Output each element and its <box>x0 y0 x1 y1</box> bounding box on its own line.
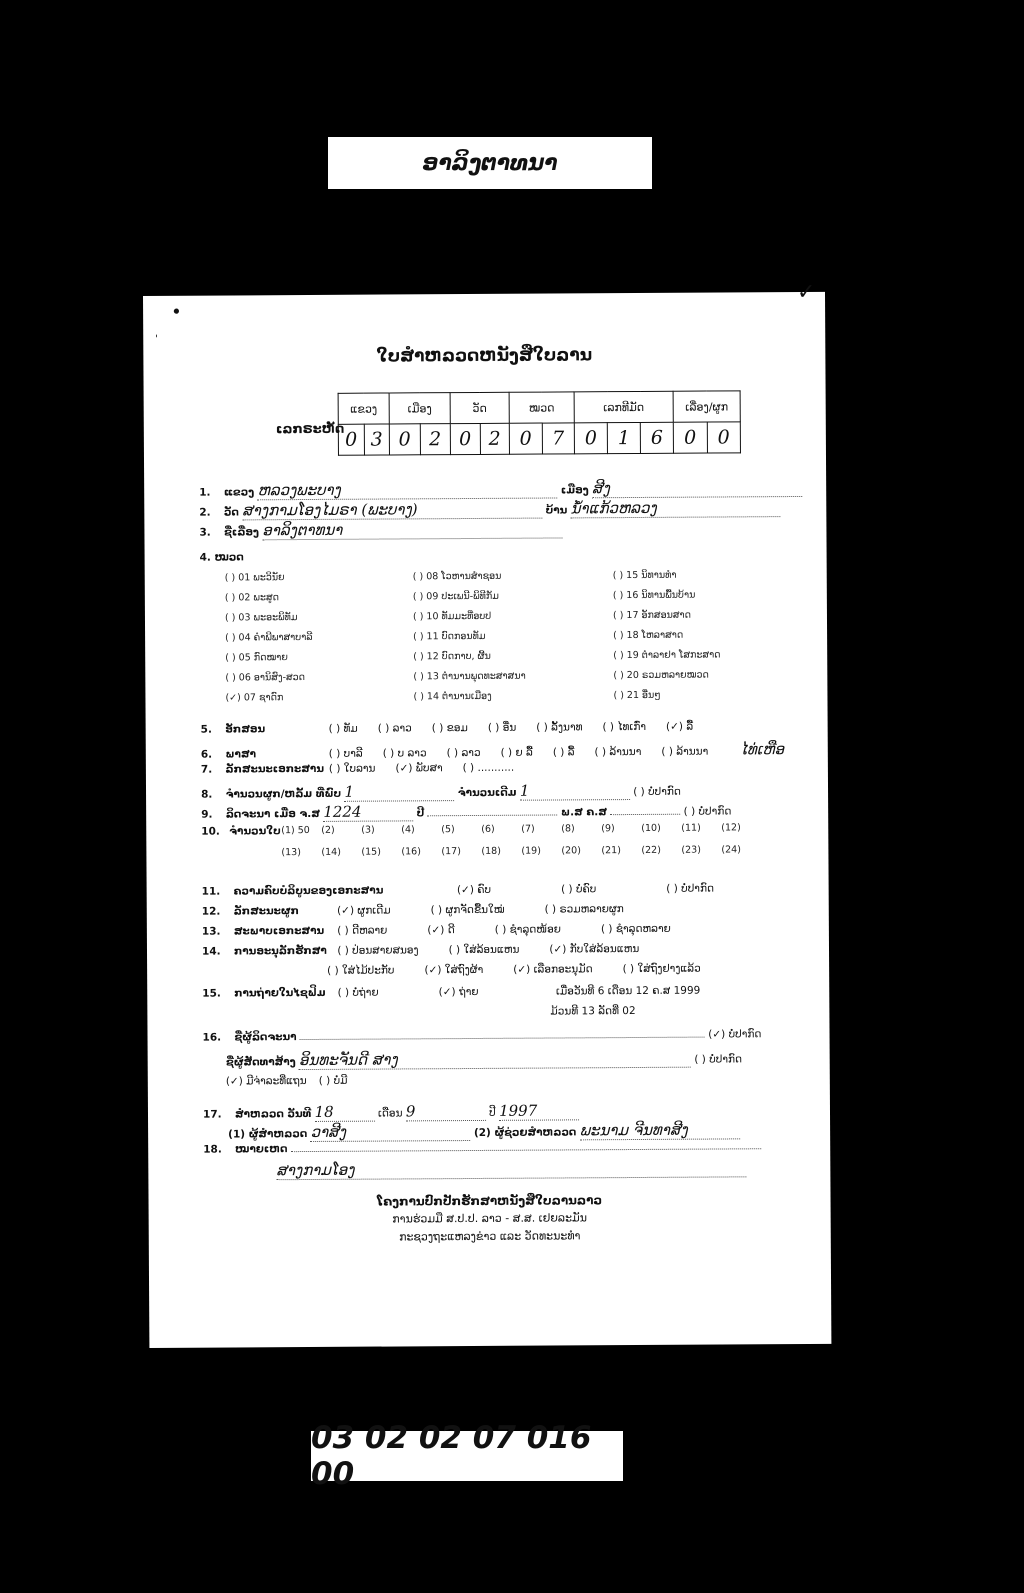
registration-label: ເລກຣະຫັດ <box>275 421 345 438</box>
leaf-count-cell: (16) <box>401 846 421 858</box>
field-label: ປີ <box>416 807 425 820</box>
option-item: ( ) ບ ລາວ <box>382 747 427 760</box>
field-label: ການຖ່າຍໃນໄຊຟິມ <box>234 986 326 1000</box>
checkmark: ✓ <box>796 279 816 306</box>
field-title-row <box>199 519 562 540</box>
field-number: 15. <box>202 987 221 1000</box>
option-item: ( ) ບາລີ <box>328 747 363 760</box>
field-surveyors-row <box>228 1120 740 1142</box>
option-item: ( ) ບໍ່ຄົບ <box>561 883 597 896</box>
category-option: ( ) 20 ຣວມຫລາຍໝວດ <box>613 669 709 682</box>
field-unknown: ( ) ບໍ່ປາກົດ <box>694 1053 743 1066</box>
field-value: 1224 <box>323 802 413 822</box>
field-doctype-row <box>201 762 534 776</box>
document-title-label: ອາລິງຕາທນາ <box>328 137 652 189</box>
field-number: 12. <box>201 905 221 918</box>
option-item: ( ) ລ້ານນາ <box>661 745 709 758</box>
leaf-count-cell: (17) <box>441 846 461 858</box>
option-item: ( ) ໃສ່ລ້ອນແຫນ <box>448 943 520 957</box>
field-value: ຫລວງພະບາງ <box>257 479 557 500</box>
category-option: ( ) 09 ປະເພນີ-ພິທີກັມ <box>412 590 499 603</box>
leaf-count-cell: (13) <box>281 847 301 859</box>
field-number: 6. <box>200 748 213 761</box>
reg-digit: 3 <box>364 424 390 455</box>
field-value: 1 <box>520 781 630 801</box>
category-option: ( ) 17 ອັກສອນສາດ <box>612 609 692 622</box>
reg-digit: 0 <box>389 424 420 455</box>
leaf-count-cell: (4) <box>401 824 415 836</box>
remarks-value-row <box>276 1158 746 1180</box>
field-number: 7. <box>200 763 213 776</box>
field-author-row <box>202 1028 761 1043</box>
field-label: ລັກສະນະຜູກ <box>233 905 299 918</box>
field-number: 14. <box>201 945 221 958</box>
ink-speck: • <box>171 301 182 323</box>
category-option: ( ) 11 ບົດກອນທັມ <box>413 630 486 643</box>
field-number: 13. <box>201 925 221 938</box>
field-sponsor-row <box>203 1048 743 1070</box>
option-item: (✓) ດີ <box>427 924 455 937</box>
option-item: ( ) ........... <box>462 761 515 775</box>
field-number: 3. <box>199 526 211 539</box>
field-preservation-row-2 <box>327 962 731 976</box>
leaf-count-cell: (21) <box>601 845 621 857</box>
surveyor-name: ວາສີງ <box>311 1122 471 1142</box>
field-label: ອັກສອນ <box>225 723 266 736</box>
option-item: (✓) ເລືອກອະນຸມັດ <box>513 963 593 976</box>
option-item: ( ) ຂອມ <box>431 722 468 735</box>
option-item: ( ) ລາວ <box>377 722 412 735</box>
category-option: ( ) 16 ນິທານພື້ນບ້ານ <box>612 589 696 602</box>
category-option: ( ) 12 ບົດກາບ, ຜີ້ນ <box>413 650 491 663</box>
reg-digit: 2 <box>480 423 510 454</box>
leaf-count-cell: (15) <box>361 846 381 858</box>
field-label: ຊື່ເລື່ອງ <box>224 526 259 539</box>
category-option: (✓) 07 ຊາດົກ <box>225 692 284 704</box>
category-option: ( ) 13 ຕຳນານພຸດທະສາສນາ <box>413 670 526 683</box>
category-label: 4. ໝວດ <box>199 551 244 564</box>
category-option: ( ) 02 ພະສູດ <box>224 592 280 604</box>
field-number: 10. <box>201 825 220 838</box>
reg-header-fascicle: ເລື່ອງ/ຜູກ <box>673 391 740 422</box>
field-label: ຊື່ຜູ້ລິດຈະນາ <box>234 1031 297 1044</box>
survey-day: 18 <box>315 1103 375 1122</box>
assistant-name: ພະນາມ ຈີນທາສີງ <box>580 1120 740 1140</box>
reg-header-district: ເມືອງ <box>389 393 450 424</box>
option-item: (✓) ຜູກເດີມ <box>337 904 391 917</box>
reg-header-bundle: ເລກທີມັດ <box>574 391 673 423</box>
option-item: ( ) ອື່ນ <box>487 721 517 734</box>
option-item: ( ) ບໍ່ປາກົດ <box>666 882 715 895</box>
field-temple-row <box>199 498 780 521</box>
document-code-label: 03 02 02 07 016 00 <box>311 1431 623 1481</box>
leaf-count-cell: (3) <box>361 824 375 836</box>
option-item: ( ) ດີຫລາຍ <box>337 924 388 937</box>
field-label: ຄວາມຄົບບໍລິບູນຂອງເອກະສານ <box>233 884 384 898</box>
field-label: ໝາຍເຫດ <box>235 1143 288 1156</box>
field-label: ຈຳນວນເດີມ <box>457 786 517 800</box>
field-survey-date-row <box>203 1101 579 1122</box>
field-condition-row <box>202 923 711 938</box>
leaf-count-cell: (9) <box>601 823 615 835</box>
leaf-count-cell: (5) <box>441 824 455 836</box>
field-preservation-row <box>202 943 669 958</box>
option-item: (✓) ໃສ່ຖົງຜ້າ <box>424 963 484 977</box>
leaf-count-cell: (20) <box>561 845 581 857</box>
survey-year: 1997 <box>499 1101 579 1120</box>
category-option: ( ) 10 ທັມມະທີ່ອບປ <box>412 610 492 623</box>
leaf-count-cell: (1) 50 <box>281 824 310 837</box>
option-item: ( ) ຜູກຈັດຂື້ນໃໝ່ <box>430 903 505 917</box>
category-option: ( ) 14 ຕຳນານເມືອງ <box>413 690 492 703</box>
field-label: ສະພາບເອກະສານ <box>233 924 325 938</box>
ink-speck: ' <box>155 333 159 345</box>
footer-cooperation: ການຮ່ວມມື ສ.ປ.ປ. ລາວ - ສ.ສ. ເຢຍລະມັນ <box>392 1211 588 1226</box>
field-leaves-row <box>201 825 281 837</box>
option-item: (✓) ລື້ <box>665 720 694 733</box>
leaf-count-cell: (8) <box>561 823 575 835</box>
field-number: 18. <box>203 1143 222 1156</box>
field-number: 17. <box>202 1108 222 1121</box>
leaf-count-cell: (12) <box>721 822 741 834</box>
option-item: (✓) ມີຈ່າລະທີ່ແຖນ <box>225 1075 307 1088</box>
option-item: (✓) ພັບສາ <box>395 762 443 775</box>
category-option: ( ) 05 ກົດໝາຍ <box>225 652 288 664</box>
option-item: ( ) ໃສ່ໄມ້ປະກັບ <box>327 964 395 977</box>
language-note: ໄທ່ເຫືອ <box>739 740 785 759</box>
category-option: ( ) 01 ພະວິນັຍ <box>224 572 285 584</box>
field-number: 9. <box>201 808 213 821</box>
field-label: ບ້ານ <box>545 504 568 517</box>
field-value: ສາງກາມໂອງໄມຣາ (ພະບາງ) <box>242 500 542 521</box>
field-label: ລິດຈະນາ ເມື່ອ ຈ.ສ <box>225 807 321 821</box>
category-option: ( ) 21 ອື່ນໆ <box>613 689 661 702</box>
field-label: ຊື່ຜູ້ສັດທາສ້າງ <box>225 1056 296 1069</box>
option-item: ( ) ບໍ່ມີ <box>318 1074 348 1087</box>
field-number: 1. <box>199 486 211 499</box>
option-item: ( ) ໄທເກົ່າ <box>602 720 647 734</box>
option-item: ( ) ປ່ອນສາຍສນອງ <box>337 944 419 957</box>
field-unknown: (✓) ບໍ່ປາກົດ <box>708 1028 762 1041</box>
leaf-count-cell: (18) <box>481 845 501 857</box>
field-sponsor-options <box>226 1075 360 1088</box>
microfilm-roll: ມ້ວນທີ 13 ລັດທີ່ 02 <box>550 1005 636 1018</box>
reg-digit: 2 <box>420 424 451 455</box>
reg-header-province: ແຂວງ <box>338 393 389 424</box>
field-value: 1 <box>344 782 454 802</box>
field-language-row <box>201 740 784 762</box>
category-option: ( ) 06 ອານິສົງ-ສວດ <box>225 672 306 684</box>
option-item: ( ) ລາວ <box>446 746 481 760</box>
option-item: ( ) ໃບລານ <box>328 762 376 775</box>
option-item: ( ) ໃສ່ຖົງຢາງແລ້ວ <box>622 962 701 976</box>
field-label: (2) ຜູ້ຊ່ວຍສຳຫລວດ <box>473 1126 577 1139</box>
field-bundle-type-row <box>202 903 664 918</box>
field-unknown: ( ) ບໍ່ປາກົດ <box>633 785 681 799</box>
field-label: ຈຳນວນໃບ <box>229 825 281 838</box>
option-item: ( ) ລັ້ງນາທ <box>536 721 583 734</box>
field-script-row <box>201 721 714 736</box>
microfilm-date: ເມື່ອວັນທີ 6 ເດືອນ 12 ຄ.ສ 1999 <box>555 984 701 998</box>
field-label: ປີ <box>489 1106 496 1119</box>
field-microfilm-row <box>202 985 700 1000</box>
remarks-value: ສາງກາມໂອງ <box>276 1158 746 1180</box>
reg-header-temple: ວັດ <box>450 392 509 423</box>
option-item: ( ) ລ້ານນາ <box>594 745 642 759</box>
leaf-count-cell: (22) <box>641 844 661 856</box>
field-label: ວັດ <box>223 506 239 519</box>
option-item: (✓) ກັບໃສ່ລ້ອນແຫນ <box>549 942 640 956</box>
footer-project: ໂຄງການປົກປັກຮັກສາຫນັງສືໃບລານລາວ <box>377 1193 603 1209</box>
field-value: ອິນທະຈັນດີ ສາງ <box>299 1049 691 1070</box>
option-item: ( ) ຍ ລື້ <box>500 746 533 759</box>
field-remarks-row <box>203 1140 761 1155</box>
registration-table <box>338 390 741 455</box>
option-item: ( ) ຊຳລຸດໜ້ອຍ <box>494 923 561 936</box>
leaf-count-cell: (7) <box>521 823 535 835</box>
form-title: ໃບສຳຫລວດຫນັງສືໃບລານ <box>376 345 593 367</box>
field-number: 2. <box>199 506 211 519</box>
leaf-count-cell: (2) <box>321 824 335 836</box>
category-option: ( ) 08 ໂວຫານສຳຊອນ <box>412 570 502 583</box>
option-item: ( ) ຣວມຫລາຍຜູກ <box>544 903 624 916</box>
field-unknown: ( ) ບໍ່ປາກົດ <box>683 805 732 818</box>
reg-digit: 0 <box>338 424 364 455</box>
field-label: ພ.ສ ຄ.ສ <box>560 806 607 819</box>
field-value: ນ້ຳແກ້ວຫລວງ <box>571 498 781 518</box>
option-item: ( ) ລື້ <box>552 746 575 759</box>
field-label: ເດືອນ <box>377 1107 403 1120</box>
field-label: ຈຳນວນຜູກ/ຫລັ້ມ ທີ່ພົບ <box>225 787 342 801</box>
reg-digit: 0 <box>574 423 607 454</box>
field-label: ສຳຫລວດ ວັນທີ <box>234 1107 312 1121</box>
field-label: (1) ຜູ້ສຳຫລວດ <box>228 1128 308 1141</box>
leaf-count-cell: (14) <box>321 846 341 858</box>
option-item: ( ) ຊຳລຸດຫລາຍ <box>600 922 671 936</box>
field-completeness-row <box>202 882 784 898</box>
category-option: ( ) 18 ໂຫລາສາດ <box>613 629 684 642</box>
survey-month: 9 <box>406 1102 486 1121</box>
leaf-count-cell: (6) <box>481 823 495 835</box>
leaf-count-cell: (10) <box>641 822 661 834</box>
leaf-count-cell: (19) <box>521 845 541 857</box>
option-item: ( ) ບໍ່ຖ່າຍ <box>337 986 379 999</box>
leaf-count-cell: (23) <box>681 844 701 856</box>
category-option: ( ) 03 ພະອະພິທັມ <box>224 612 298 624</box>
footer-ministry: ກະຊວງຖະແຫລງຂ່າວ ແລະ ວັດທະນະທຳ <box>399 1229 581 1244</box>
field-number: 5. <box>200 723 212 736</box>
category-option: ( ) 19 ຕຳລາຢາ ໂສກະສາດ <box>613 649 721 662</box>
reg-digit: 7 <box>542 423 575 454</box>
reg-header-category: ໝວດ <box>509 392 574 423</box>
field-number: 11. <box>201 885 221 898</box>
field-count-row <box>201 781 681 803</box>
leaf-count-cell: (24) <box>721 844 741 856</box>
field-label: ການອະນຸລັກຮັກສາ <box>233 944 327 958</box>
field-label: ແຂວງ <box>223 486 255 499</box>
reg-digit: 0 <box>707 422 741 453</box>
field-written-row <box>201 800 731 822</box>
reg-digit: 0 <box>509 423 542 454</box>
field-value: ອາລິງຕາທນາ <box>262 519 562 540</box>
option-item: (✓) ຖ່າຍ <box>438 985 479 999</box>
survey-form-sheet <box>143 279 831 1348</box>
reg-digit: 0 <box>673 422 707 453</box>
option-item: ( ) ທັມ <box>328 722 358 735</box>
field-number: 16. <box>202 1031 222 1044</box>
field-province-row <box>199 478 802 501</box>
field-label: ເມືອງ <box>560 484 589 497</box>
reg-digit: 1 <box>607 422 640 453</box>
reg-digit: 6 <box>640 422 673 453</box>
option-item: (✓) ຄົບ <box>456 883 492 897</box>
leaf-count-cell: (11) <box>681 822 701 834</box>
field-label: ລັກສະນະເອກະສານ <box>225 762 325 776</box>
category-option: ( ) 04 ຄຳພີພາສາບາລີ <box>225 631 313 644</box>
reg-digit: 0 <box>450 423 480 454</box>
category-option: ( ) 15 ນິທານທຳ <box>612 569 677 582</box>
field-label: ພາສາ <box>225 748 257 761</box>
field-value: ສີງ <box>592 478 802 498</box>
field-number: 8. <box>201 788 213 801</box>
